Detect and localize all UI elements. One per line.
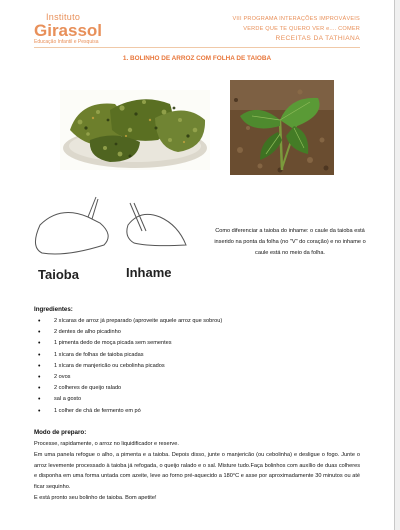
header-section: RECEITAS DA TATHIANA — [275, 35, 360, 42]
header-program: VIII PROGRAMA INTERAÇÕES IMPROVÁVEIS — [232, 16, 360, 22]
ingredient-item: • 1 xícara de folhas de taioba picadas — [38, 350, 222, 361]
taioba-label: Taioba — [38, 267, 79, 282]
leaf-comparison-diagram — [30, 195, 205, 285]
prep-paragraph: Em uma panela refogue o alho, a pimenta e a taioba. Depois disso, junte o manjericão (ou cebolinha) e desligue o fogo. Junte o arroz levemente processado à taioba já refogada, o queijo ralado e o sal. Misture tudo.Faça bolinhos com auxílio de duas colheres e disponha em uma forma untada com azeite, leve ao forno pré-aquecido a 180°C e asse por aproximadamente 30 minutos ou até ficar sequinho. — [34, 451, 360, 491]
prep-paragraph: Processe, rapidamente, o arroz no liquidificador e reserve. — [34, 441, 179, 447]
document-header — [233, 14, 361, 44]
ingredient-item: • 2 xícaras de arroz já preparado (aproveite aquele arroz que sobrou) — [38, 316, 222, 327]
ingredients-list — [38, 316, 222, 417]
header-divider — [34, 47, 360, 48]
ingredient-item: • 2 dentes de alho picadinho — [38, 327, 222, 338]
prep-paragraph: E está pronto seu bolinho de taioba. Bom apetite! — [34, 494, 157, 501]
ingredient-item: • 1 pimenta dedo de moça picada sem sementes — [38, 338, 222, 349]
leaf-comparison-text: Como diferenciar a taioba do inhame: o caule da taioba está inserido na ponta da folha (no "V" do coração) e no inhame o caule está no meio da folha. — [214, 228, 366, 256]
logo-line-1: Instituto — [46, 12, 81, 22]
inhame-label: Inhame — [126, 265, 172, 280]
bolinho-photo — [60, 90, 210, 170]
prep-heading: Modo de preparo: — [34, 429, 87, 436]
logo-line-3: Educação Infantil e Pesquisa — [34, 39, 99, 45]
logo-line-2: Girassol — [34, 21, 103, 40]
ingredient-item: • 1 xícara de manjericão ou cebolinha picados — [38, 361, 222, 372]
ingredient-item: • 2 colheres de queijo ralado — [38, 383, 222, 394]
prep-instructions — [34, 439, 360, 504]
taioba-plant-photo — [230, 80, 334, 175]
ingredient-item: • 2 ovos — [38, 372, 222, 383]
ingredients-heading: Ingredientes: — [34, 306, 73, 313]
header-subtitle: VERDE QUE TE QUERO VER e.... COMER — [243, 26, 360, 32]
institute-logo — [34, 12, 114, 46]
ingredient-item: • 1 colher de chá de fermento em pó — [38, 406, 222, 417]
ingredient-item: • sal a gosto — [38, 394, 222, 405]
recipe-title: 1. BOLINHO DE ARROZ COM FOLHA DE TAIOBA — [122, 55, 272, 62]
